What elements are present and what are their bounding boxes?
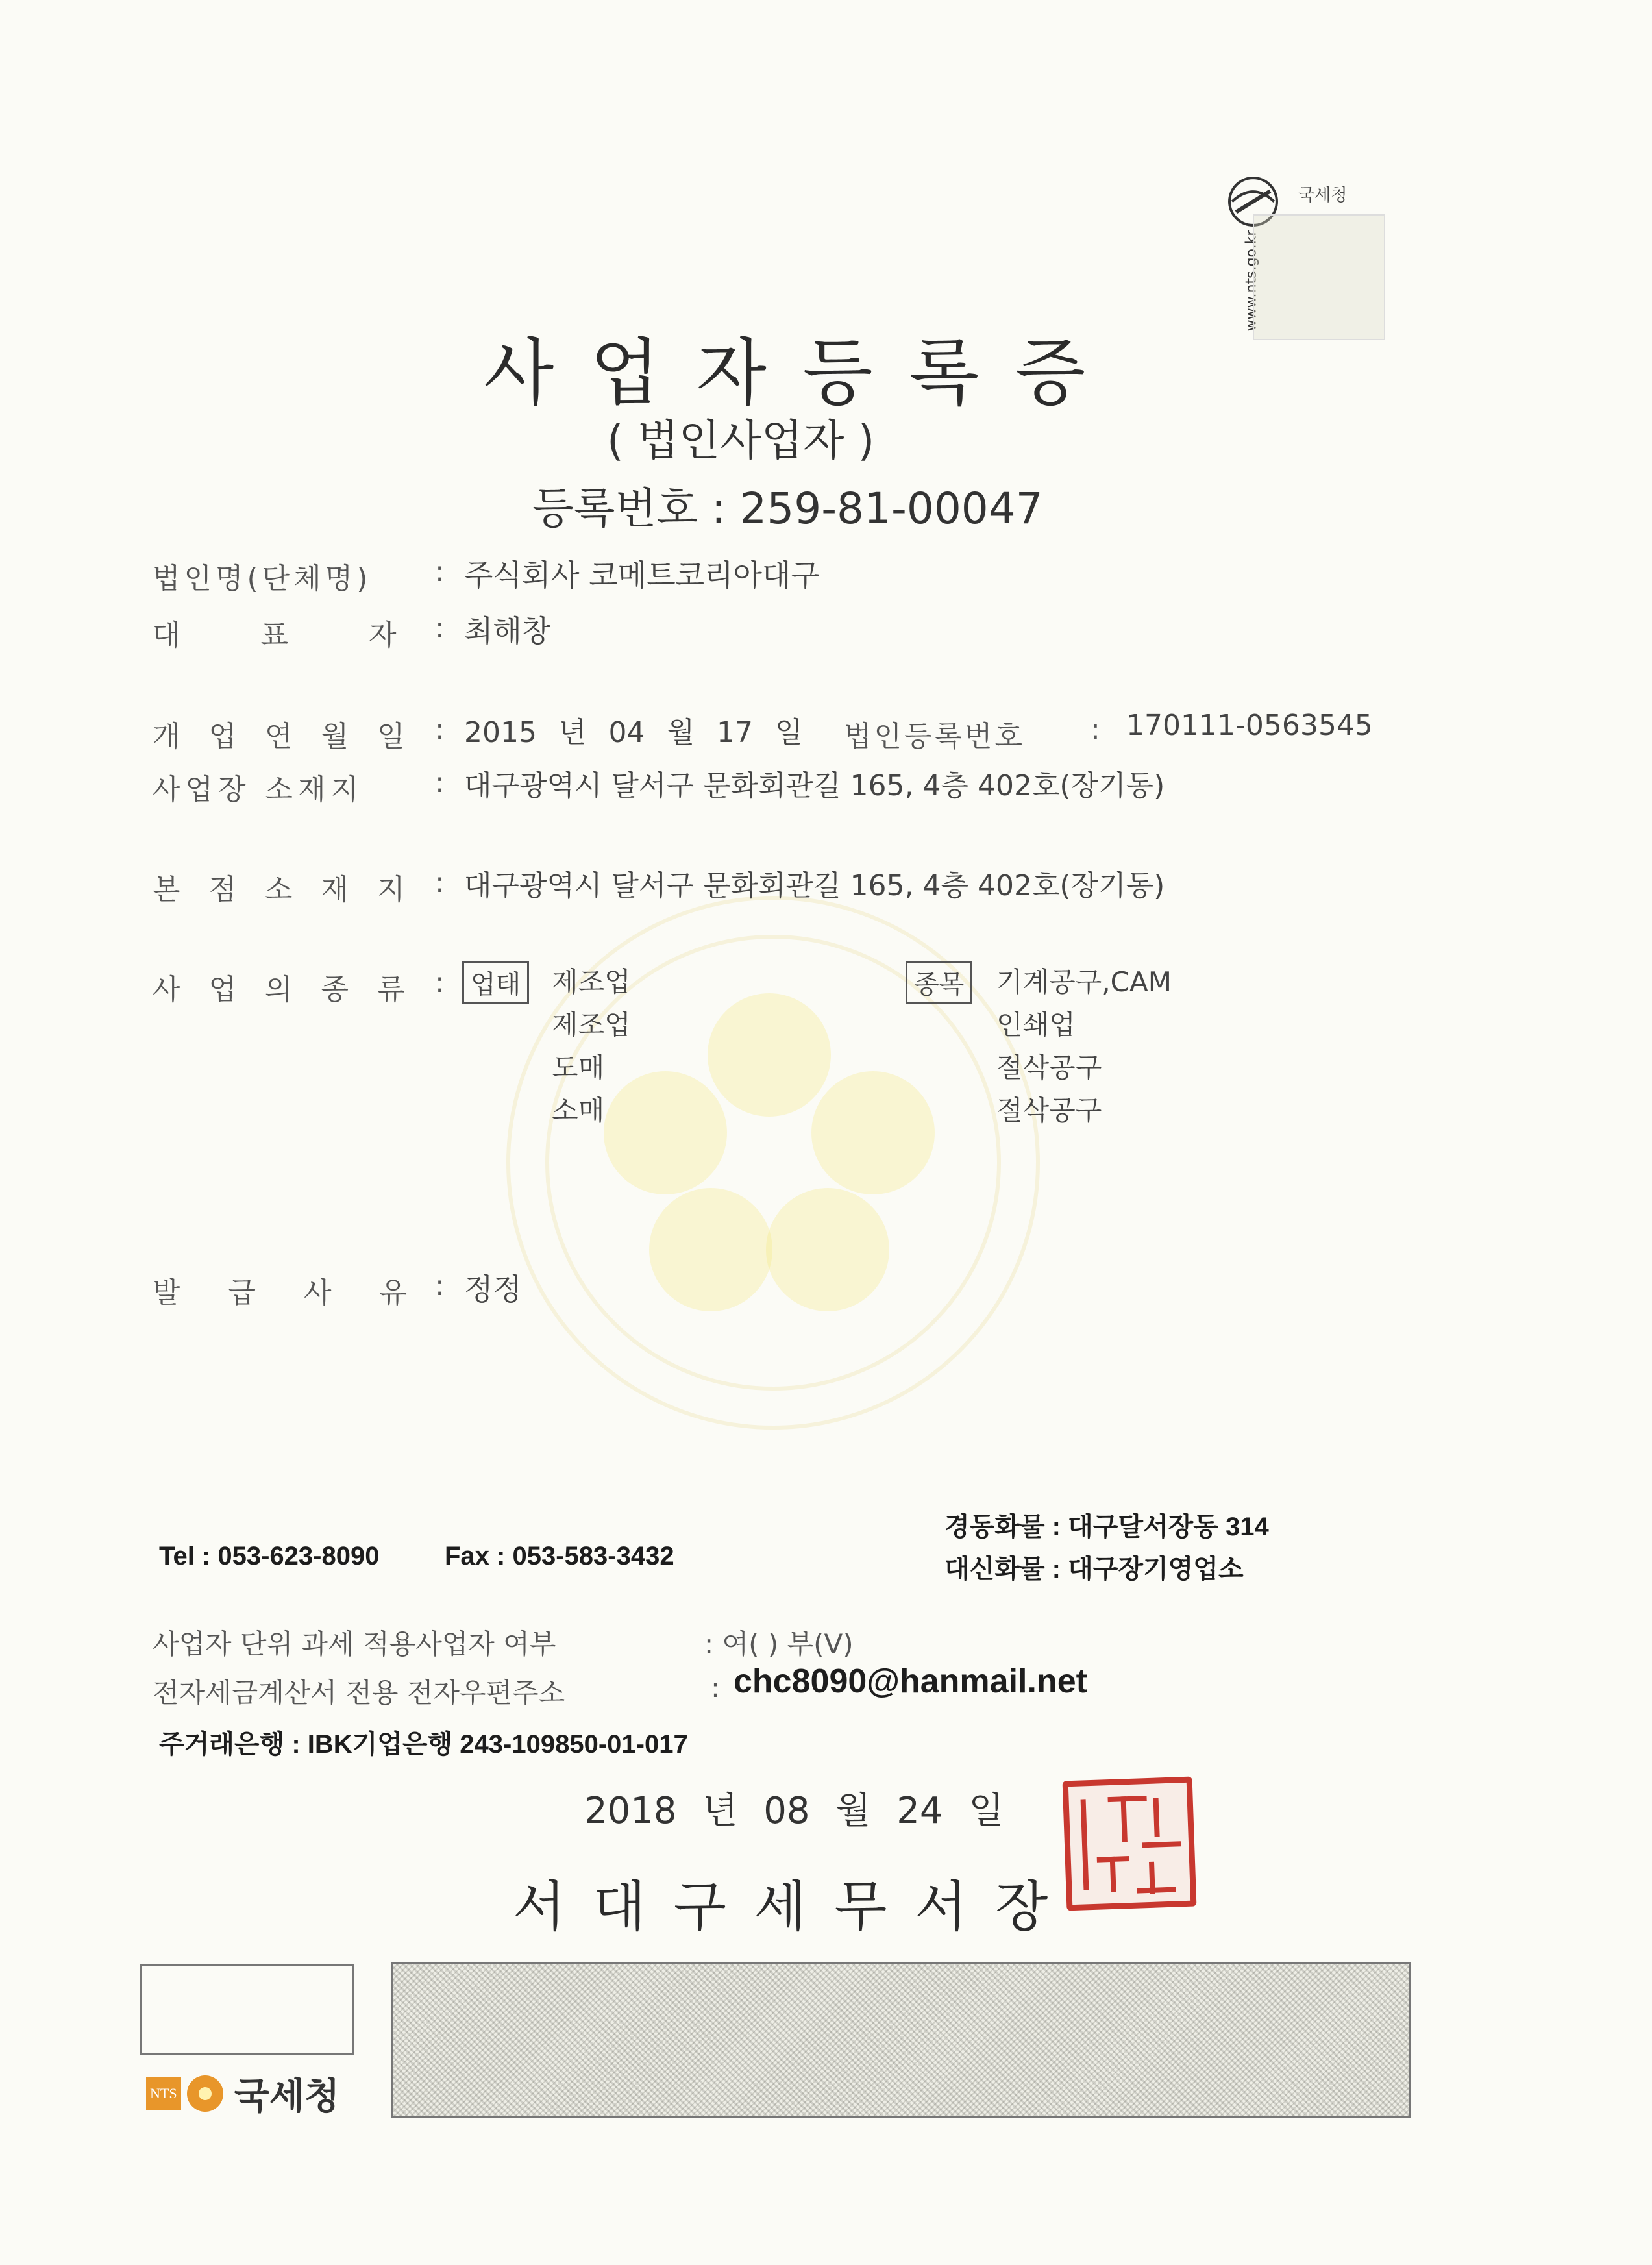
item-tag: 종목 [906,961,972,1004]
item-0: 기계공구,CAM [996,966,1172,998]
nts-badge: NTS [146,2077,181,2110]
colon: : [435,1269,445,1302]
item-3: 절삭공구 [996,1095,1102,1126]
type-item-1: 제조업 [552,1009,631,1041]
tel-text: Tel : 053-623-8090 [159,1542,380,1570]
issue-day: 24 [896,1790,943,1832]
hq-address-value: 대구광역시 달서구 문화회관길 165, 4층 402호(장기동) [464,869,1165,902]
open-date-value [464,709,803,750]
open-month: 04 [608,716,645,749]
biz-address-value: 대구광역시 달서구 문화회관길 165, 4층 402호(장기동) [464,769,1165,802]
business-type-label: 사 업 의 종 류 [153,973,405,1006]
biz-address-label: 사업장 소재지 [153,773,364,806]
einvoice-colon: : [711,1672,721,1703]
colon: : [435,866,445,899]
open-year: 2015 [464,716,537,749]
document-subtitle: ( 법인사업자 ) [607,415,875,465]
seal-url: www.nts.go.kr [1243,230,1260,332]
seal-square [1253,214,1385,340]
colon: : [435,766,445,799]
open-day: 17 [717,716,754,749]
einvoice-label: 전자세금계산서 전용 전자우편주소 [153,1677,565,1709]
colon: : [435,966,445,999]
issue-year: 2018 [584,1790,677,1832]
type-item-2: 도매 [552,1052,605,1083]
unit-tax-value: : 여( ) 부(V) [704,1628,854,1660]
freight2-text: 대신화물 : 대구장기영업소 [944,1555,1244,1583]
freight1-text: 경동화물 : 대구달서장동 314 [944,1513,1269,1541]
unit-tax-label: 사업자 단위 과세 적용사업자 여부 [153,1628,556,1660]
hq-address-label: 본 점 소 재 지 [153,873,405,906]
einvoice-email: chc8090@hanmail.net [734,1663,1087,1700]
day-unit: 일 [775,716,803,749]
year-unit: 년 [558,716,587,749]
nts-flower-icon [187,2075,223,2112]
colon: : [435,713,445,746]
open-date-label: 개 업 연 월 일 [153,720,405,753]
corp-reg-label: 법인등록번호 [844,720,1026,753]
official-seal-stamp [1063,1777,1197,1911]
issuer-name: 서 대 구 세 무 서 장 [513,1875,1054,1938]
seal-label: 국세청 [1298,186,1348,205]
type-item-3: 소매 [552,1095,605,1126]
corp-name-label: 법인명(단체명) [153,562,372,595]
fax-text: Fax : 053-583-3432 [445,1542,674,1570]
security-pattern-box [391,1962,1411,2118]
blank-box [140,1964,354,2055]
issue-day-unit: 일 [968,1790,1004,1832]
month-unit: 월 [667,716,695,749]
colon: : [435,555,445,588]
registration-label: 등록번호 : [532,484,726,534]
colon: : [1091,713,1100,746]
registration-number [532,474,1043,536]
corp-name-value: 주식회사 코메트코리아대구 [464,558,820,593]
issue-month-unit: 월 [835,1790,871,1832]
nts-footer-name: 국세청 [234,2075,340,2118]
colon: : [435,612,445,645]
item-2: 절삭공구 [996,1052,1102,1083]
bank-text: 주거래은행 : IBK기업은행 243-109850-01-017 [159,1730,688,1759]
type-item-0: 제조업 [552,966,631,998]
type-tag: 업태 [462,961,529,1004]
issue-reason-value: 정정 [464,1272,522,1307]
issue-reason-label: 발 급 사 유 [153,1276,407,1309]
nts-footer-logo [146,2068,340,2118]
document-title: 사 업 자 등 록 증 [484,331,1092,415]
registration-value: 259-81-00047 [739,484,1043,534]
ceo-value: 최해창 [464,613,551,649]
issue-date [584,1782,1004,1834]
nts-seal [1227,175,1396,338]
issue-year-unit: 년 [702,1790,738,1832]
item-1: 인쇄업 [996,1009,1076,1041]
ceo-label: 대 표 자 [153,619,397,652]
corp-reg-value: 170111-0563545 [1126,709,1373,742]
issue-month: 08 [763,1790,810,1832]
